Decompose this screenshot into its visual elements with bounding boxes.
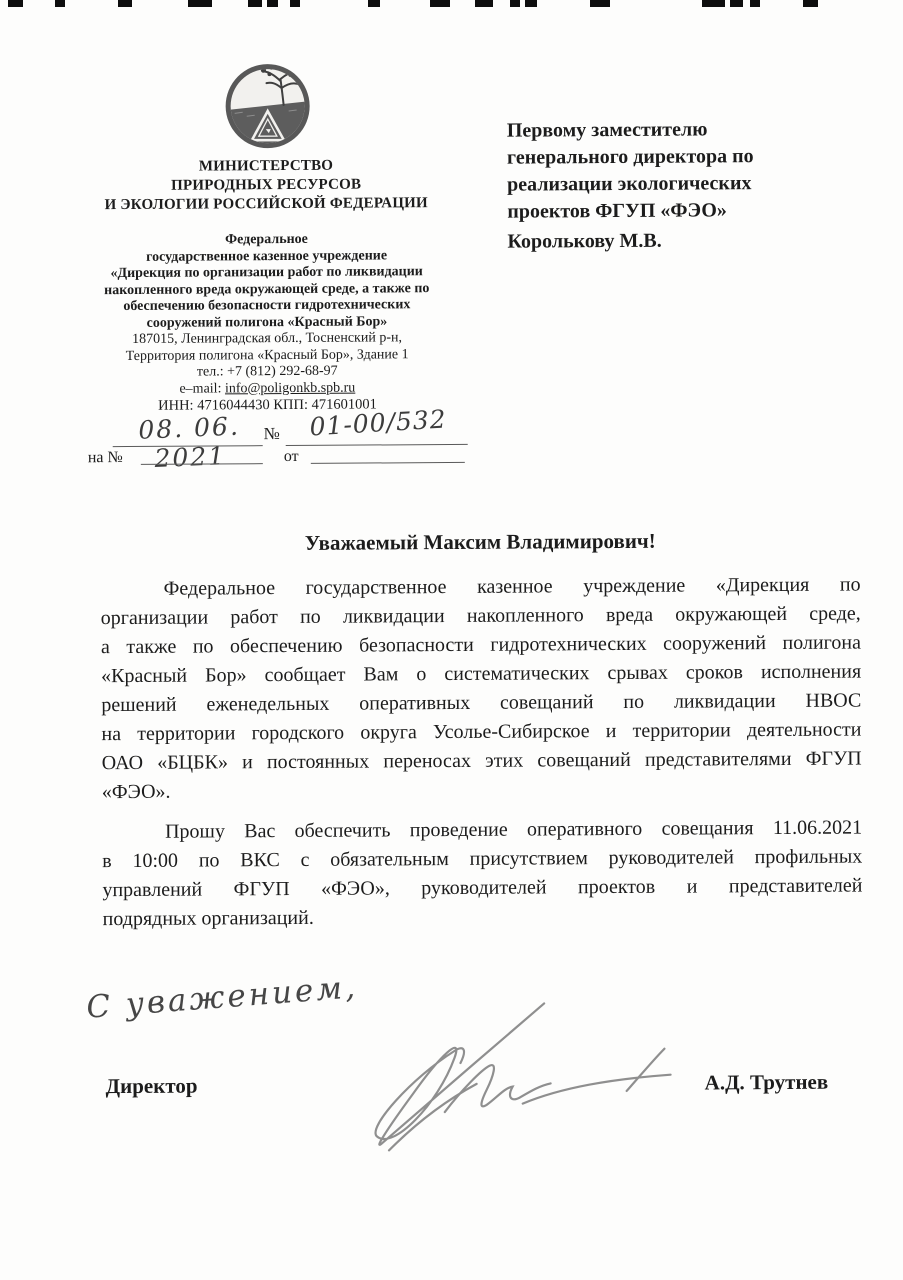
body-text-line: подрядных организаций. bbox=[102, 906, 314, 931]
valediction-handwritten: С уважением, bbox=[85, 969, 360, 1026]
address-line: 187015, Ленинградская обл., Тосненский р-н, bbox=[132, 330, 403, 347]
email-label: e–mail: bbox=[179, 380, 225, 397]
institution-name-line: сооружений полигона «Красный Бор» bbox=[146, 313, 388, 331]
director-signature bbox=[326, 991, 697, 1158]
institution-name-line: обеспечению безопасности гидротехнических bbox=[123, 297, 411, 315]
number-underline bbox=[286, 444, 468, 446]
postal-address bbox=[42, 330, 492, 382]
body-text-line: в 10:00 по ВКС с обязательным присутствием руководителей профильных bbox=[102, 845, 863, 873]
institution-name-line: «Дирекция по организации работ по ликвидации bbox=[110, 264, 423, 282]
ministry-name bbox=[41, 156, 491, 216]
reply-date-underline bbox=[311, 462, 465, 464]
ministry-name-line: МИНИСТЕРСТВО bbox=[198, 157, 334, 175]
email-address: info@poligonkb.spb.ru bbox=[224, 380, 356, 396]
institution-name-line: государственное казенное учреждение bbox=[146, 247, 388, 265]
institution-name bbox=[41, 231, 492, 333]
institution-name-line: Федеральное bbox=[225, 231, 308, 248]
ministry-name-line: ПРИРОДНЫХ РЕСУРСОВ bbox=[171, 176, 362, 194]
recipient-line: реализации экологических bbox=[507, 172, 752, 196]
body-text-line: а также по обеспечению безопасности гидротехнических сооружений полигона bbox=[100, 631, 861, 659]
recipient-line: генерального директора по bbox=[506, 145, 754, 169]
ministry-emblem-icon bbox=[222, 61, 313, 152]
body-text-line: решений еженедельных оперативных совещаний по ликвидации НВОС bbox=[101, 689, 862, 717]
reply-from-label: от bbox=[283, 447, 299, 466]
signer-name: А.Д. Трутнев bbox=[704, 1069, 829, 1095]
outgoing-date-handwritten: 08. 06. 2021 bbox=[137, 411, 241, 474]
body-text-line: ОАО «БЦБК» и постоянных переносах этих совещаний представителями ФГУП bbox=[101, 747, 862, 775]
signer-position-title: Директор bbox=[105, 1073, 198, 1099]
salutation: Уважаемый Максим Владимирович! bbox=[304, 528, 656, 555]
inn-kpp-line: ИНН: 4716044430 КПП: 471601001 bbox=[158, 396, 377, 414]
address-line: Территория полигона «Красный Бор», Здание 1 bbox=[125, 346, 409, 364]
body-text-line: на территории городского округа Усолье-Сибирское и территории деятельности bbox=[101, 718, 862, 746]
number-sign-label: № bbox=[263, 424, 280, 444]
outgoing-number-handwritten: 01-00/532 bbox=[308, 404, 448, 442]
recipient-block bbox=[507, 115, 878, 255]
recipient-line: проектов ФГУП «ФЭО» bbox=[507, 199, 727, 223]
body-text-line: Прошу Вас обеспечить проведение оперативного совещания 11.06.2021 bbox=[165, 816, 863, 843]
institution-name-line: накопленного вреда окружающей среде, а также по bbox=[104, 280, 430, 298]
address-line: тел.: +7 (812) 292-68-97 bbox=[196, 363, 338, 380]
body-text-line: «Красный Бор» сообщает Вам о систематических срывах сроков исполнения bbox=[101, 660, 862, 688]
body-text-line: Федеральное государственное казенное учреждение «Дирекция по bbox=[163, 573, 861, 600]
recipient-line: Первому заместителю bbox=[506, 118, 708, 142]
ministry-name-line: И ЭКОЛОГИИ РОССИЙСКОЙ ФЕДЕРАЦИИ bbox=[104, 195, 428, 214]
body-text-line: «ФЭО». bbox=[101, 780, 171, 804]
letterhead-column bbox=[41, 231, 492, 416]
body-paragraph-2 bbox=[102, 814, 863, 935]
body-text-line: управлений ФГУП «ФЭО», руководителей проектов и представителей bbox=[102, 874, 863, 902]
body-text-line: организации работ по ликвидации накопленного вреда окружающей среде, bbox=[100, 602, 861, 630]
recipient-line: Королькову М.В. bbox=[507, 229, 662, 253]
reply-to-number-label: на № bbox=[87, 449, 123, 467]
body-paragraph-1 bbox=[101, 571, 862, 808]
